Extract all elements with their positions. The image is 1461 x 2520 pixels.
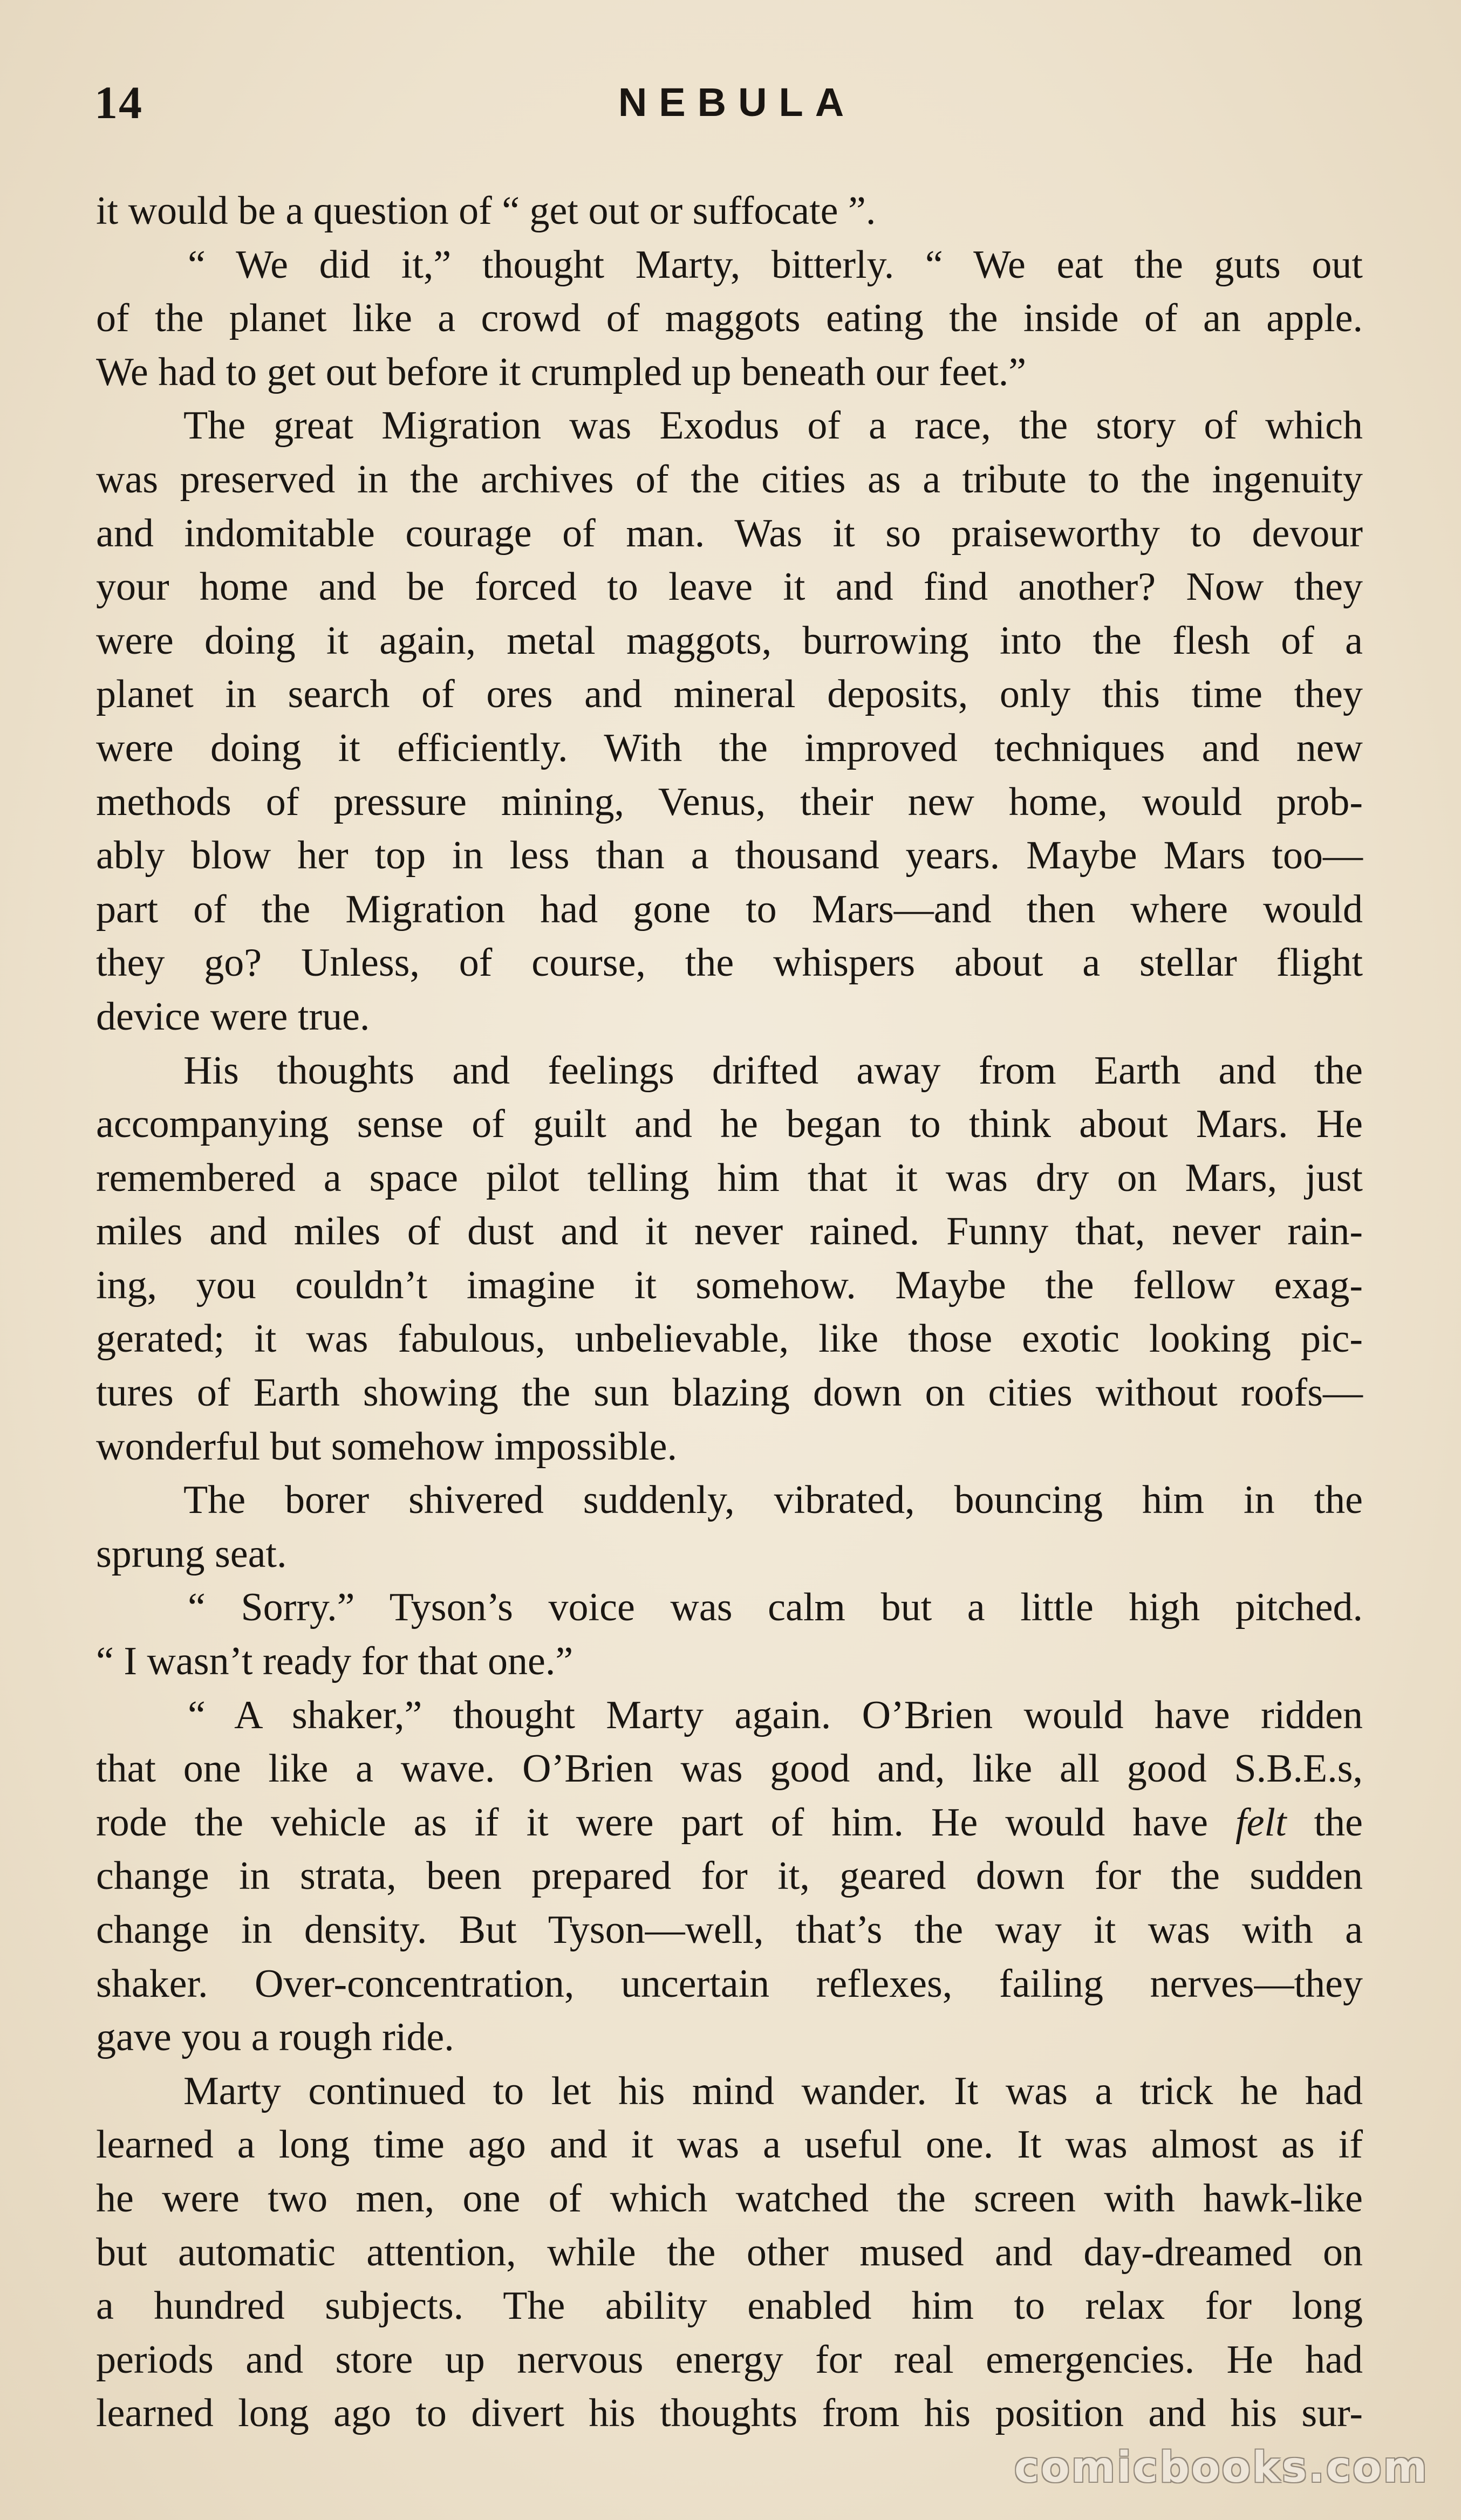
watermark: comicbooks.com [1014, 2443, 1429, 2492]
text-line: device were true. [96, 994, 370, 1039]
text-line: sprung seat. [96, 1531, 287, 1576]
text-line: ing, you couldn’t imagine it somehow. Maybe the fellow exag- [96, 1263, 1363, 1307]
text-line: of the planet like a crowd of maggots eating the inside of an apple. [96, 296, 1363, 341]
text-line: part of the Migration had gone to Mars—and then where would [96, 887, 1363, 932]
text-line: Marty continued to let his mind wander. It was a trick he had [183, 2069, 1363, 2113]
emphasis-felt: felt [1235, 1800, 1287, 1845]
text-line: remembered a space pilot telling him that it was dry on Mars, just [96, 1155, 1363, 1200]
text-line: planet in search of ores and mineral deposits, only this time they [96, 672, 1363, 717]
text-line: “ I wasn’t ready for that one.” [96, 1639, 574, 1684]
text-line: “ We did it,” thought Marty, bitterly. “ We eat the guts out [188, 242, 1363, 287]
text-line: tures of Earth showing the sun blazing down on cities without roofs— [96, 1371, 1363, 1415]
text-line: change in density. But Tyson—well, that’s the way it was with a [96, 1908, 1363, 1952]
text-line: learned long ago to divert his thoughts from his position and his sur- [96, 2391, 1363, 2436]
text-line: “ Sorry.” Tyson’s voice was calm but a little high pitched. [188, 1585, 1363, 1630]
text-line: gave you a rough ride. [96, 2015, 454, 2060]
text-line: His thoughts and feelings drifted away from Earth and the [183, 1048, 1363, 1093]
text-line: but automatic attention, while the other mused and day-dreamed on [96, 2230, 1363, 2275]
text-line: was preserved in the archives of the cities as a tribute to the ingenuity [96, 457, 1363, 502]
running-head: NEBULA [618, 80, 856, 125]
text-line: methods of pressure mining, Venus, their new home, would prob- [96, 779, 1363, 824]
text-line: it would be a question of “ get out or suffocate ”. [96, 189, 876, 233]
text-line: they go? Unless, of course, the whispers about a stellar flight [96, 941, 1363, 985]
page-number: 14 [94, 77, 143, 128]
text-line: learned a long time ago and it was a useful one. It was almost as if [96, 2122, 1363, 2167]
page-header [94, 76, 1368, 129]
text-line: were doing it efficiently. With the improved techniques and new [96, 725, 1363, 770]
text-line: your home and be forced to leave it and find another? Now they [96, 565, 1363, 610]
text-line: The great Migration was Exodus of a race, the story of which [183, 403, 1363, 448]
text-line: accompanying sense of guilt and he began to think about Mars. He [96, 1102, 1363, 1147]
text-line: wonderful but somehow impossible. [96, 1424, 678, 1469]
text-line: The borer shivered suddenly, vibrated, bouncing him in the [183, 1478, 1363, 1523]
text-line: ably blow her top in less than a thousand years. Maybe Mars too— [96, 833, 1363, 878]
text-line: that one like a wave. O’Brien was good and, like all good S.B.E.s, [96, 1747, 1363, 1791]
text-line: “ A shaker,” thought Marty again. O’Brien would have ridden [188, 1693, 1363, 1737]
text-line: change in strata, been prepared for it, geared down for the sudden [96, 1854, 1363, 1899]
body-text [96, 184, 1363, 2441]
text-line: periods and store up nervous energy for real emergencies. He had [96, 2337, 1363, 2382]
text-line: were doing it again, metal maggots, burrowing into the flesh of a [96, 618, 1363, 663]
text-line: gerated; it was fabulous, unbelievable, like those exotic looking pic- [96, 1317, 1363, 1361]
text-line: shaker. Over-concentration, uncertain reflexes, failing nerves—they [96, 1961, 1363, 2006]
text-line: We had to get out before it crumpled up beneath our feet.” [96, 350, 1027, 394]
text-line: rode the vehicle as if it were part of him. He would have felt the [96, 1800, 1363, 1845]
text-line: miles and miles of dust and it never rained. Funny that, never rain- [96, 1209, 1363, 1254]
text-line: he were two men, one of which watched the screen with hawk-like [96, 2176, 1363, 2221]
text-line: and indomitable courage of man. Was it so praiseworthy to devour [96, 511, 1363, 556]
text-line: a hundred subjects. The ability enabled him to relax for long [96, 2284, 1363, 2329]
